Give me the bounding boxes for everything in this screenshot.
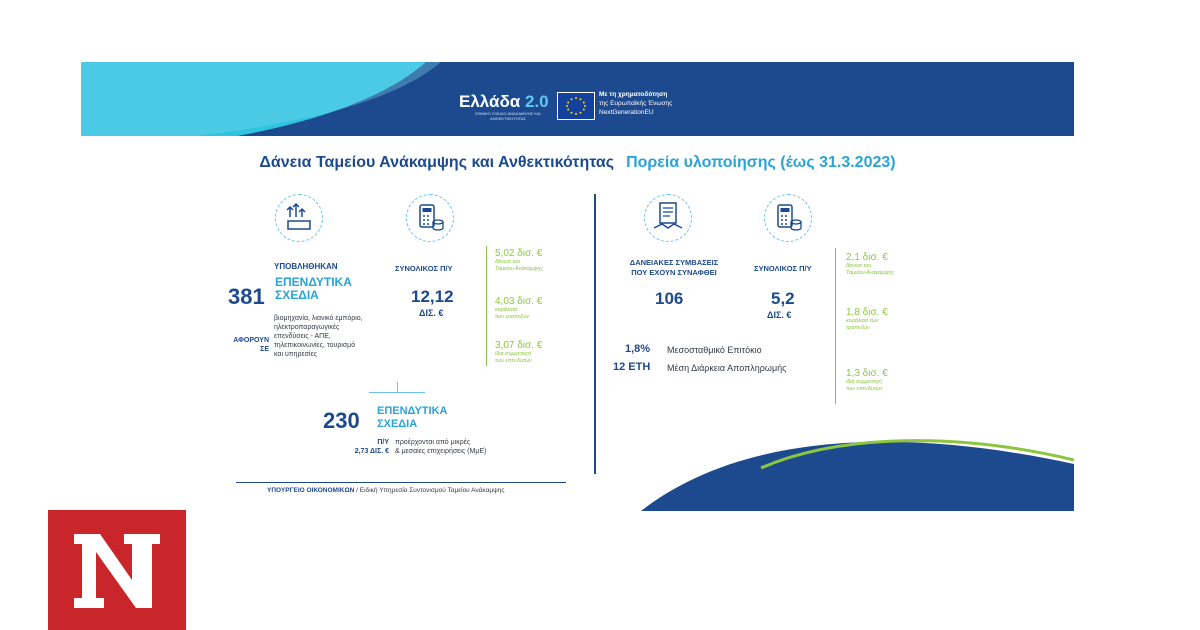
calculator-coins-icon [406,194,454,242]
top-banner [81,62,1074,136]
right-total-budget-label: ΣΥΝΟΛΙΚΟΣ Π/Υ [754,264,812,273]
footer-divider [236,482,566,483]
left-b1-desc-1: δάνεια του [495,259,521,265]
footer-service: Ειδική Υπηρεσία Συντονισμού Ταμείου Ανάκαμψης [359,487,505,494]
sectors-line-5: και υπηρεσίες [274,351,317,358]
plans-label [275,276,352,302]
growth-chart-icon [275,194,323,242]
infographic-card [81,62,1074,511]
sectors-list [274,314,363,359]
right-b2-desc-2: τραπεζών [846,325,870,331]
sectors-line-1: βιομηχανία, λιανικό εμπόριο, [274,315,363,322]
right-b1-value: 2,1 δισ. € [846,252,888,263]
right-b1-desc-2: Ταμείου Ανάκαμψης [846,270,895,276]
concern-label-line-1: ΑΦΟΡΟΥΝ [233,337,269,344]
total-budget-label: ΣΥΝΟΛΙΚΟΣ Π/Υ [395,264,453,273]
eu-line-2: της Ευρωπαϊκής Ένωσης [599,100,673,107]
sme-budget-value: 2,73 ΔΙΣ. € [354,448,389,455]
interest-rate-value: 1,8% [625,343,651,355]
sme-desc-2: & μεσαίες επιχειρήσεις (ΜμΕ) [395,448,487,455]
title-main: Δάνεια Ταμείου Ανάκαμψης και Ανθεκτικότητας [259,154,615,171]
right-breakdown-2 [846,307,888,332]
page-title [81,154,1074,172]
sme-desc-1: προέρχονται από μικρές [395,439,471,446]
contracts-label-line-1: ΔΑΝΕΙΑΚΕΣ ΣΥΜΒΑΣΕΙΣ [629,258,719,267]
left-b1-desc-2: Ταμείου Ανάκαμψης [495,266,544,272]
plans-count: 381 [228,284,265,309]
right-b3-desc-1: ίδια συμμετοχή [846,379,882,385]
right-breakdown-line [835,248,836,404]
duration-label: Μέση Διάρκεια Αποπληρωμής [667,363,787,373]
right-b3-desc-2: των επενδυτών [846,386,883,392]
connector-stem [397,382,398,392]
connector-line [369,392,425,393]
footer-ministry: ΥΠΟΥΡΓΕΙΟ ΟΙΚΟΝΟΜΙΚΩΝ [267,487,355,494]
sme-description [395,438,486,456]
sme-count: 230 [323,408,360,433]
left-b2-desc-1: κεφάλαια [495,307,518,313]
contracts-label-line-2: ΠΟΥ ΕΧΟΥΝ ΣΥΝΑΦΘΕΙ [631,268,717,277]
left-b1-value: 5,02 δισ. € [495,248,543,259]
right-breakdown-1 [846,252,894,277]
bottom-wave-decoration [641,428,1074,511]
sme-budget-label: Π/Υ [377,439,389,446]
left-breakdown-2 [495,296,542,321]
concern-label [221,336,269,354]
left-b3-value: 3,07 δισ. € [495,340,543,351]
left-b2-value: 4,03 δισ. € [495,296,543,307]
section-divider [594,194,596,474]
sme-label [377,405,447,431]
contracts-label [619,258,729,278]
total-budget-value: 12,12 [411,287,454,306]
n-letter-glyph [74,534,160,608]
plans-label-line-1: ΕΠΕΝΔΥΤΙΚΑ [275,275,352,289]
left-b3-desc-1: ίδια συμμετοχή [495,351,531,357]
interest-rate-label: Μεσοσταθμικό Επιτόκιο [667,345,762,355]
left-breakdown-line [486,246,487,366]
submitted-label: ΥΠΟΒΛΗΘΗΚΑΝ [274,262,338,271]
right-breakdown-3 [846,368,888,393]
duration-value: 12 ΕΤΗ [613,361,651,373]
sectors-line-3: επενδύσεις - ΑΠΕ, [274,333,331,340]
sectors-line-4: τηλεπικοινωνίες, τουρισμό [274,342,356,349]
logo-subtitle: ΕΘΝΙΚΟ ΣΧΕΔΙΟ ΑΝΑΚΑΜΨΗΣ ΚΑΙ ΑΝΘΕΚΤΙΚΟΤΗΤΑΣ [475,111,541,121]
sme-label-line-2: ΣΧΕΔΙΑ [377,418,418,430]
newsbomb-n-logo-icon [48,510,186,630]
left-b2-desc-2: των τραπεζών [495,314,530,320]
eu-funding-text [599,90,672,117]
left-breakdown-3 [495,340,542,365]
right-b1-desc-1: δάνεια του [846,263,872,269]
concern-label-line-2: ΣΕ [260,346,269,353]
eu-line-1: Με τη χρηματοδότηση [599,91,668,98]
contract-handshake-icon [644,194,692,242]
eu-flag-icon [557,92,595,120]
right-b3-value: 1,3 δισ. € [846,368,888,379]
calculator-coins-icon-right [764,194,812,242]
sectors-line-2: ηλεκτροπαραγωγικές [274,324,340,331]
total-budget-unit: ΔΙΣ. € [419,308,444,318]
eu-line-3: NextGenerationEU [599,109,654,116]
sme-label-line-1: ΕΠΕΝΔΥΤΙΚΑ [377,405,448,417]
footer-separator: / [354,487,360,494]
plans-label-line-2: ΣΧΕΔΙΑ [275,288,319,302]
contracts-value: 106 [655,289,684,308]
sme-budget [313,438,389,456]
right-total-budget-unit: ΔΙΣ. € [767,310,792,320]
right-b2-desc-1: κεφάλαια των [846,318,879,324]
title-progress: Πορεία υλοποίησης (έως 31.3.2023) [626,154,896,171]
right-total-budget-value: 5,2 [771,289,795,308]
footer-source [267,487,504,494]
right-b2-value: 1,8 δισ. € [846,307,888,318]
left-breakdown-1 [495,248,543,273]
greece-2-0-logo: Ελλάδα 2.0 [459,92,549,111]
left-b3-desc-2: των επενδυτών [495,358,532,364]
